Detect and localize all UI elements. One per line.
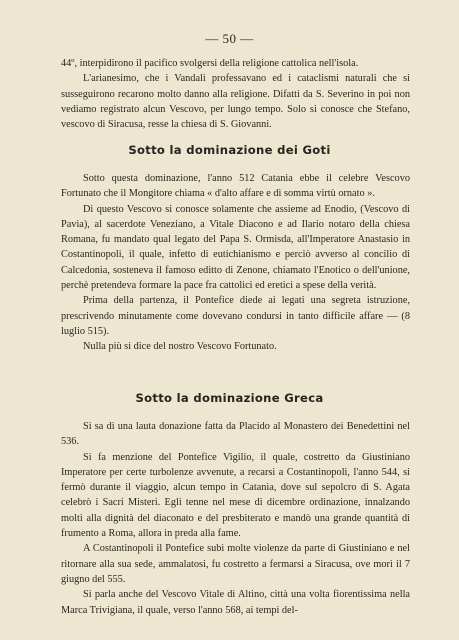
page-number: — 50 — [205,31,254,46]
paragraph: Prima della partenza, il Pontefice diede ai legati una segreta istruzione, prescrivendo minutamente come dovevano condursi in tanto difficile affare — (8 luglio 515). [61,295,410,337]
paragraph: Si sa di una lauta donazione fatta da Placido al Monastero dei Benedettini nel 536. [61,421,410,448]
paragraph: 44º, interpidirono il pacifico svolgersi della religione cattolica nell'isola. [61,58,359,69]
section-goti [61,171,410,355]
paragraph: L'arianesimo, che i Vandali professavano ed i cataclismi naturali che si susseguirono recarono molto danno alla religione. Difatti da S. Severino in poi non vediamo registrato alcun Vescovo, per lungo tempo. Solo si conosce che Stefano, vescovo di Siracusa, resse la chiesa di S. Giovanni. [61,73,410,131]
paragraph: Nulla più si dice del nostro Vescovo Fortunato. [83,341,277,353]
section-intro [61,56,410,132]
section-heading-greca: Sotto la dominazione Greca [135,391,324,405]
section-heading-goti: Sotto la dominazione dei Goti [128,143,331,157]
section-greca [61,419,410,618]
paragraph: Si fa menzione del Pontefice Vigilio, il quale, costretto da Giustiniano Imperatore per certe turbolenze avvenute, a recarsi a Costantinopoli, l'anno 544, si fermò durante il viaggio, alcun tempo in Catania, dove sul sepolcro di S. Agata celebrò i Sacri Misteri. Egli tenne nel mese di dicembre ordinazione, innalzando molti alla dignità del diaconato e del presbiterato e mandò una grande quantità di frumento a Roma, allora in preda alla fame. [61,451,410,540]
paragraph: Si parla anche del Vescovo Vitale di Altino, città una volta fiorentissima nella Marca Trivigiana, il quale, verso l'anno 568, ai tempi del- [61,589,410,616]
paragraph: Di questo Vescovo si conosce solamente che assieme ad Enodio, (Vescovo di Pavia), al sacerdote Veneziano, a Vitale Diacono e ad Ilario notaro della chiesa Romana, fu mandato qual legato del Papa S. Ormisda, all'Imperatore Anastasio in Costantinopoli, il quale, infetto di eutichianismo e perciò avverso al concilio di Calcedonia, sosteneva il famoso editto di Zenone, chiamato l'Enotico o dell'unione, perchè pretendeva formare la pace fra cattolici ed eretici a spese della verità. [61,203,410,292]
paragraph: Sotto questa dominazione, l'anno 512 Catania ebbe il celebre Vescovo Fortunato che il Mongitore chiama « d'alto affare e di somma virtù ornato ». [61,173,410,200]
paragraph: A Costantinopoli il Pontefice subì molte violenze da parte di Giustiniano e nel ritornare alla sua sede, ammalatosi, fu costretto a fermarsi a Siracusa, ove morì il 7 giugno del 555. [61,543,410,585]
